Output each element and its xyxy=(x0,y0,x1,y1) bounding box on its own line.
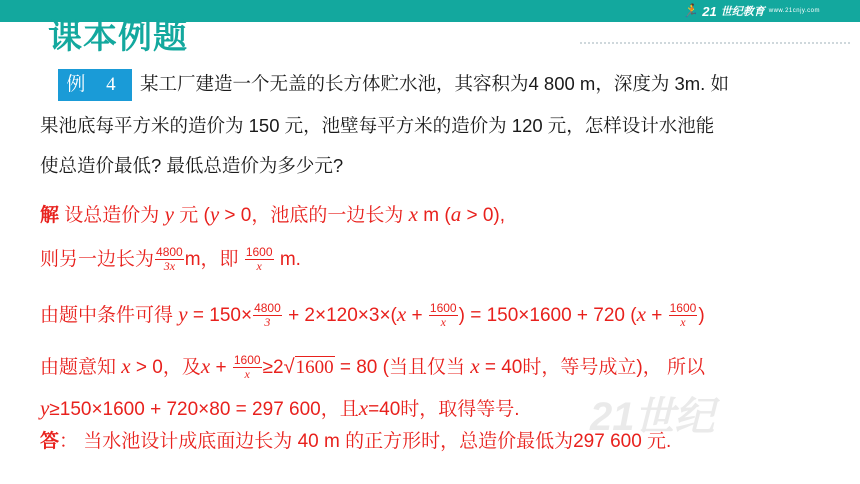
var-y: y xyxy=(178,302,188,326)
problem-line-1: 某工厂建造一个无盖的长方体贮水池，其容积为4 800 m，深度为 3m. 如 xyxy=(140,73,729,94)
sqrt-body: 1600 xyxy=(295,357,334,378)
logo-sub: www.21cnjy.com xyxy=(768,8,820,14)
text: 元 ( xyxy=(179,205,210,226)
text: + xyxy=(411,305,423,326)
solution-line-2 xyxy=(40,244,301,273)
text: > 0，及 xyxy=(135,357,201,378)
text: =40时，取得等号. xyxy=(368,399,520,420)
frac-num: 4800 xyxy=(156,245,183,260)
var-x: x xyxy=(408,202,418,226)
frac-den: 3 xyxy=(264,315,271,330)
var-x: x xyxy=(470,354,480,378)
example-badge: 例 4 xyxy=(58,69,132,101)
sqrt-icon: √ xyxy=(283,356,295,378)
text: + 2×120×3×( xyxy=(288,305,397,326)
solution-line-5 xyxy=(40,394,520,421)
text: = 40时，等号成立)， 所以 xyxy=(484,357,705,378)
var-x: x xyxy=(358,396,369,420)
dotted-divider xyxy=(580,42,850,44)
text: m，即 xyxy=(184,249,239,270)
text: 由题中条件可得 xyxy=(40,305,174,326)
frac-num: 1600 xyxy=(233,353,261,368)
text: 则另一边长为 xyxy=(40,249,155,270)
var-x: x xyxy=(636,302,646,326)
text: + xyxy=(215,357,227,378)
logo-text: 世纪教育 xyxy=(720,6,765,18)
frac-num: 1600 xyxy=(669,301,697,316)
frac-den: x xyxy=(440,315,446,330)
solution-line-3 xyxy=(40,300,705,329)
var-x: x xyxy=(200,354,211,378)
solution-label: 解 xyxy=(40,205,60,226)
fraction xyxy=(669,302,698,329)
var-a: a xyxy=(450,202,462,226)
text: 设总造价为 xyxy=(64,205,160,226)
frac-den: x xyxy=(256,259,262,274)
text: ) = 150×1600 + 720 ( xyxy=(458,305,637,326)
var-y: y xyxy=(209,202,220,226)
frac-num: 1600 xyxy=(245,245,273,260)
var-x: x xyxy=(396,302,407,326)
frac-den: x xyxy=(244,367,250,382)
frac-num: 4800 xyxy=(254,301,281,316)
text: ) xyxy=(698,305,705,326)
text: 由题意知 xyxy=(40,357,117,378)
frac-den: x xyxy=(680,315,686,330)
fraction xyxy=(155,246,184,273)
var-x: x xyxy=(121,354,131,378)
text: > 0，池底的一边长为 xyxy=(224,205,404,226)
problem-line-2: 果池底每平方米的造价为 150 元，池壁每平方米的造价为 120 元，怎样设计水池能 xyxy=(40,115,715,136)
frac-num: 1600 xyxy=(429,301,457,316)
site-logo xyxy=(682,2,820,20)
fraction xyxy=(253,302,282,329)
text: m. xyxy=(279,249,301,270)
watermark-logo: 21世纪 xyxy=(590,395,715,439)
fraction xyxy=(233,354,262,381)
text: = 150× xyxy=(192,305,253,326)
runner-icon: 🏃 xyxy=(682,3,699,18)
text: ≥150×1600 + 720×80 = 297 600，且 xyxy=(49,399,359,420)
problem-line-3: 使总造价最低? 最低总造价为多少元? xyxy=(40,155,344,176)
answer-label: 答 xyxy=(40,431,60,452)
text: = 80 (当且仅当 xyxy=(339,357,465,378)
answer-text: ： 当水池设计成底面边长为 40 m 的正方形时，总造价最低为297 600 元. xyxy=(59,431,672,452)
solution-line-1 xyxy=(40,200,505,227)
var-y: y xyxy=(164,202,174,226)
text: + xyxy=(651,305,663,326)
text: ≥2 xyxy=(262,357,284,378)
solution-line-4 xyxy=(40,352,705,381)
fraction xyxy=(245,246,274,273)
fraction xyxy=(429,302,458,329)
text: m ( xyxy=(423,205,451,226)
var-y: y xyxy=(40,396,50,420)
sqrt xyxy=(284,357,335,379)
page-title: 课本例题 xyxy=(48,18,188,56)
answer-line xyxy=(40,426,671,453)
text: > 0), xyxy=(466,205,506,226)
frac-den: 3x xyxy=(163,259,176,274)
logo-mark: 21 xyxy=(702,3,717,19)
